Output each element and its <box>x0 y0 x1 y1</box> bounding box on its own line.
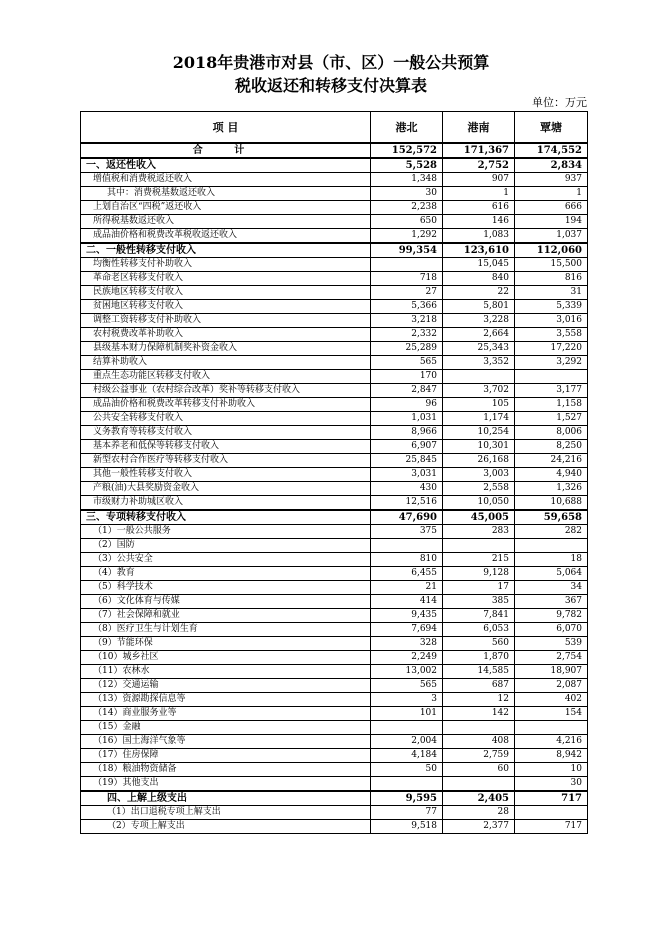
cell-qintang: 3,292 <box>515 356 588 370</box>
table-row <box>81 679 588 693</box>
cell-gangbei: 99,354 <box>371 243 443 258</box>
table-row <box>81 426 588 440</box>
cell-gangnan: 616 <box>443 201 515 215</box>
cell-gangbei <box>371 721 443 735</box>
cell-gangbei: 3 <box>371 693 443 707</box>
row-label: （10）城乡社区 <box>81 651 371 665</box>
header-gangbei: 港北 <box>371 112 443 144</box>
table-row <box>81 693 588 707</box>
cell-qintang: 937 <box>515 173 588 187</box>
cell-gangnan: 26,168 <box>443 454 515 468</box>
cell-qintang: 3,016 <box>515 314 588 328</box>
cell-gangnan: 60 <box>443 763 515 777</box>
cell-qintang: 1,326 <box>515 482 588 496</box>
cell-qintang: 1 <box>515 187 588 201</box>
title-line-2: 税收返还和转移支付决算表 <box>234 76 427 95</box>
cell-qintang: 59,658 <box>515 510 588 525</box>
cell-gangbei: 9,435 <box>371 609 443 623</box>
header-row <box>81 112 588 144</box>
cell-gangnan: 22 <box>443 286 515 300</box>
table-row <box>81 595 588 609</box>
row-label: 二、一般性转移支付收入 <box>81 243 371 258</box>
cell-gangbei: 2,249 <box>371 651 443 665</box>
cell-gangnan: 1,870 <box>443 651 515 665</box>
table-row <box>81 553 588 567</box>
cell-gangnan <box>443 370 515 384</box>
row-label: 其他一般性转移支付收入 <box>81 468 371 482</box>
row-label: 调整工资转移支付补助收入 <box>81 314 371 328</box>
cell-qintang: 174,552 <box>515 143 588 158</box>
cell-gangnan: 10,301 <box>443 440 515 454</box>
cell-gangbei: 27 <box>371 286 443 300</box>
table-row <box>81 721 588 735</box>
header-gangnan: 港南 <box>443 112 515 144</box>
cell-gangnan: 25,343 <box>443 342 515 356</box>
cell-gangbei: 2,238 <box>371 201 443 215</box>
row-label: （1）出口退税专项上解支出 <box>81 806 371 820</box>
cell-qintang: 5,064 <box>515 567 588 581</box>
cell-gangnan: 2,405 <box>443 791 515 806</box>
table-row <box>81 215 588 229</box>
cell-gangbei: 3,031 <box>371 468 443 482</box>
cell-qintang: 4,940 <box>515 468 588 482</box>
row-label: （17）住房保障 <box>81 749 371 763</box>
row-label: 贫困地区转移支付收入 <box>81 300 371 314</box>
cell-gangnan: 14,585 <box>443 665 515 679</box>
cell-gangnan <box>443 539 515 553</box>
cell-gangbei: 152,572 <box>371 143 443 158</box>
cell-gangnan: 123,610 <box>443 243 515 258</box>
cell-gangbei: 565 <box>371 356 443 370</box>
table-row <box>81 806 588 820</box>
cell-gangnan <box>443 721 515 735</box>
cell-gangnan: 2,664 <box>443 328 515 342</box>
row-label: 上划自治区“四税”返还收入 <box>81 201 371 215</box>
cell-gangnan: 6,053 <box>443 623 515 637</box>
cell-gangbei: 6,907 <box>371 440 443 454</box>
table-row <box>81 637 588 651</box>
table-row <box>81 258 588 272</box>
cell-gangnan: 10,050 <box>443 496 515 511</box>
cell-gangnan: 1,174 <box>443 412 515 426</box>
row-label: 四、上解上级支出 <box>81 791 371 806</box>
cell-gangbei: 5,528 <box>371 158 443 173</box>
cell-gangbei: 9,595 <box>371 791 443 806</box>
header-qintang: 覃塘 <box>515 112 588 144</box>
row-label: （3）公共安全 <box>81 553 371 567</box>
cell-gangbei: 25,845 <box>371 454 443 468</box>
row-label: 成品油价格和税费改革税收返还收入 <box>81 229 371 244</box>
cell-gangbei: 8,966 <box>371 426 443 440</box>
row-label: 重点生态功能区转移支付收入 <box>81 370 371 384</box>
row-label: 均衡性转移支付补助收入 <box>81 258 371 272</box>
cell-gangbei: 1,348 <box>371 173 443 187</box>
table-row <box>81 665 588 679</box>
cell-gangbei: 1,031 <box>371 412 443 426</box>
row-label: （4）教育 <box>81 567 371 581</box>
cell-gangnan: 385 <box>443 595 515 609</box>
row-label: 成品油价格和税费改革转移支付补助收入 <box>81 398 371 412</box>
cell-gangnan: 3,352 <box>443 356 515 370</box>
row-label: （15）金融 <box>81 721 371 735</box>
cell-gangbei: 2,847 <box>371 384 443 398</box>
cell-gangnan: 45,005 <box>443 510 515 525</box>
cell-gangbei: 12,516 <box>371 496 443 511</box>
cell-gangbei: 50 <box>371 763 443 777</box>
cell-qintang: 34 <box>515 581 588 595</box>
row-label: （8）医疗卫生与计划生育 <box>81 623 371 637</box>
cell-gangnan: 3,003 <box>443 468 515 482</box>
table-row <box>81 791 588 806</box>
cell-gangbei: 170 <box>371 370 443 384</box>
cell-qintang: 30 <box>515 777 588 792</box>
cell-qintang: 17,220 <box>515 342 588 356</box>
table-row <box>81 735 588 749</box>
cell-qintang: 15,500 <box>515 258 588 272</box>
cell-gangbei: 30 <box>371 187 443 201</box>
table-row <box>81 567 588 581</box>
table-row <box>81 496 588 511</box>
table-row <box>81 314 588 328</box>
table-row <box>81 651 588 665</box>
cell-gangnan: 2,377 <box>443 820 515 834</box>
cell-gangbei: 414 <box>371 595 443 609</box>
cell-gangbei: 5,366 <box>371 300 443 314</box>
cell-qintang: 154 <box>515 707 588 721</box>
cell-gangbei: 25,289 <box>371 342 443 356</box>
cell-gangbei: 810 <box>371 553 443 567</box>
cell-gangbei: 13,002 <box>371 665 443 679</box>
cell-qintang: 2,834 <box>515 158 588 173</box>
cell-gangbei: 565 <box>371 679 443 693</box>
table-row <box>81 581 588 595</box>
cell-gangbei: 328 <box>371 637 443 651</box>
table-row <box>81 510 588 525</box>
row-label: 所得税基数返还收入 <box>81 215 371 229</box>
cell-qintang: 4,216 <box>515 735 588 749</box>
cell-qintang: 31 <box>515 286 588 300</box>
cell-gangnan: 1,083 <box>443 229 515 244</box>
cell-qintang: 717 <box>515 791 588 806</box>
cell-gangnan: 3,702 <box>443 384 515 398</box>
cell-qintang: 8,942 <box>515 749 588 763</box>
cell-gangnan: 2,759 <box>443 749 515 763</box>
cell-gangnan: 17 <box>443 581 515 595</box>
table-row <box>81 609 588 623</box>
row-label: 村级公益事业（农村综合改革）奖补等转移支付收入 <box>81 384 371 398</box>
cell-qintang: 6,070 <box>515 623 588 637</box>
row-label: （6）文化体育与传媒 <box>81 595 371 609</box>
cell-qintang: 10 <box>515 763 588 777</box>
cell-gangbei <box>371 258 443 272</box>
cell-qintang: 112,060 <box>515 243 588 258</box>
table-row <box>81 749 588 763</box>
cell-qintang: 816 <box>515 272 588 286</box>
table-row <box>81 286 588 300</box>
cell-gangnan: 907 <box>443 173 515 187</box>
cell-gangbei: 77 <box>371 806 443 820</box>
cell-qintang: 3,558 <box>515 328 588 342</box>
cell-qintang <box>515 539 588 553</box>
row-label: 革命老区转移支付收入 <box>81 272 371 286</box>
cell-qintang: 18 <box>515 553 588 567</box>
table-row <box>81 328 588 342</box>
table-row <box>81 384 588 398</box>
unit-label: 单位：万元 <box>532 96 587 109</box>
cell-gangbei <box>371 539 443 553</box>
cell-qintang: 402 <box>515 693 588 707</box>
cell-qintang: 10,688 <box>515 496 588 511</box>
table-row <box>81 468 588 482</box>
budget-table <box>80 111 588 834</box>
cell-gangnan: 5,801 <box>443 300 515 314</box>
cell-gangbei: 375 <box>371 525 443 539</box>
cell-gangbei: 3,218 <box>371 314 443 328</box>
cell-gangnan: 171,367 <box>443 143 515 158</box>
cell-gangnan: 215 <box>443 553 515 567</box>
table-row <box>81 623 588 637</box>
cell-qintang: 367 <box>515 595 588 609</box>
table-row <box>81 229 588 244</box>
cell-gangnan: 3,228 <box>443 314 515 328</box>
cell-gangnan: 7,841 <box>443 609 515 623</box>
row-label: （14）商业服务业等 <box>81 707 371 721</box>
table-row <box>81 173 588 187</box>
table-row <box>81 398 588 412</box>
row-label: （18）粮油物资储备 <box>81 763 371 777</box>
cell-qintang: 666 <box>515 201 588 215</box>
row-label: （7）社会保障和就业 <box>81 609 371 623</box>
cell-gangnan: 105 <box>443 398 515 412</box>
row-label: 义务教育等转移支付收入 <box>81 426 371 440</box>
row-label: 产粮(油)大县奖励资金收入 <box>81 482 371 496</box>
row-label: 三、专项转移支付收入 <box>81 510 371 525</box>
table-row <box>81 525 588 539</box>
cell-gangnan <box>443 777 515 792</box>
row-label: （2）国防 <box>81 539 371 553</box>
cell-gangnan: 560 <box>443 637 515 651</box>
cell-gangnan: 142 <box>443 707 515 721</box>
table-row <box>81 539 588 553</box>
row-label: 农村税费改革补助收入 <box>81 328 371 342</box>
cell-gangnan: 146 <box>443 215 515 229</box>
cell-gangbei: 96 <box>371 398 443 412</box>
cell-qintang: 2,087 <box>515 679 588 693</box>
cell-gangnan: 1 <box>443 187 515 201</box>
cell-gangnan: 408 <box>443 735 515 749</box>
cell-qintang: 18,907 <box>515 665 588 679</box>
table-row <box>81 412 588 426</box>
row-label: （5）科学技术 <box>81 581 371 595</box>
cell-qintang: 2,754 <box>515 651 588 665</box>
table-row <box>81 187 588 201</box>
cell-gangnan: 687 <box>443 679 515 693</box>
row-label: （19）其他支出 <box>81 777 371 792</box>
cell-qintang: 8,006 <box>515 426 588 440</box>
row-label: （9）节能环保 <box>81 637 371 651</box>
cell-gangbei: 6,455 <box>371 567 443 581</box>
cell-gangnan: 840 <box>443 272 515 286</box>
row-label: （11）农林水 <box>81 665 371 679</box>
table-row <box>81 370 588 384</box>
row-label: 新型农村合作医疗等转移支付收入 <box>81 454 371 468</box>
cell-gangbei: 47,690 <box>371 510 443 525</box>
cell-qintang: 9,782 <box>515 609 588 623</box>
cell-gangnan: 283 <box>443 525 515 539</box>
cell-gangnan: 9,128 <box>443 567 515 581</box>
header-item: 项 目 <box>81 112 371 144</box>
cell-gangbei: 9,518 <box>371 820 443 834</box>
cell-gangnan: 15,045 <box>443 258 515 272</box>
cell-gangbei: 1,292 <box>371 229 443 244</box>
table-row <box>81 482 588 496</box>
row-label: 结算补助收入 <box>81 356 371 370</box>
row-label: 合 计 <box>81 143 371 158</box>
cell-gangbei: 21 <box>371 581 443 595</box>
cell-qintang: 282 <box>515 525 588 539</box>
cell-gangnan: 2,752 <box>443 158 515 173</box>
cell-qintang: 8,250 <box>515 440 588 454</box>
table-row <box>81 272 588 286</box>
table-row <box>81 243 588 258</box>
cell-qintang: 194 <box>515 215 588 229</box>
cell-gangnan: 2,558 <box>443 482 515 496</box>
table-row <box>81 820 588 834</box>
title-line-1: 2018年贵港市对县（市、区）一般公共预算 <box>172 53 490 72</box>
cell-qintang <box>515 806 588 820</box>
cell-qintang: 1,158 <box>515 398 588 412</box>
cell-qintang: 3,177 <box>515 384 588 398</box>
row-label: （16）国土海洋气象等 <box>81 735 371 749</box>
cell-qintang <box>515 721 588 735</box>
cell-qintang: 717 <box>515 820 588 834</box>
table-row <box>81 143 588 158</box>
row-label: （12）交通运输 <box>81 679 371 693</box>
table-row <box>81 201 588 215</box>
table-row <box>81 707 588 721</box>
cell-gangbei: 4,184 <box>371 749 443 763</box>
row-label: 民族地区转移支付收入 <box>81 286 371 300</box>
row-label: 市级财力补助城区收入 <box>81 496 371 511</box>
cell-gangbei: 7,694 <box>371 623 443 637</box>
table-body <box>81 143 588 834</box>
cell-gangbei: 2,332 <box>371 328 443 342</box>
cell-gangbei: 650 <box>371 215 443 229</box>
row-label: 县级基本财力保障机制奖补资金收入 <box>81 342 371 356</box>
cell-qintang: 24,216 <box>515 454 588 468</box>
row-label: 增值税和消费税返还收入 <box>81 173 371 187</box>
cell-qintang: 539 <box>515 637 588 651</box>
cell-gangbei <box>371 777 443 792</box>
table-row <box>81 763 588 777</box>
row-label: 公共安全转移支付收入 <box>81 412 371 426</box>
table-row <box>81 300 588 314</box>
row-label: 其中：消费税基数返还收入 <box>81 187 371 201</box>
cell-qintang <box>515 370 588 384</box>
row-label: 一、返还性收入 <box>81 158 371 173</box>
cell-gangbei: 430 <box>371 482 443 496</box>
cell-gangbei: 101 <box>371 707 443 721</box>
row-label: （2）专项上解支出 <box>81 820 371 834</box>
table-row <box>81 777 588 792</box>
row-label: （1）一般公共服务 <box>81 525 371 539</box>
table-row <box>81 440 588 454</box>
cell-gangnan: 10,254 <box>443 426 515 440</box>
table-row <box>81 356 588 370</box>
cell-gangnan: 28 <box>443 806 515 820</box>
cell-qintang: 1,037 <box>515 229 588 244</box>
cell-gangbei: 718 <box>371 272 443 286</box>
table-row <box>81 342 588 356</box>
row-label: 基本养老和低保等转移支付收入 <box>81 440 371 454</box>
cell-qintang: 5,339 <box>515 300 588 314</box>
row-label: （13）资源勘探信息等 <box>81 693 371 707</box>
cell-gangnan: 12 <box>443 693 515 707</box>
table-row <box>81 158 588 173</box>
cell-gangbei: 2,004 <box>371 735 443 749</box>
cell-qintang: 1,527 <box>515 412 588 426</box>
table-row <box>81 454 588 468</box>
